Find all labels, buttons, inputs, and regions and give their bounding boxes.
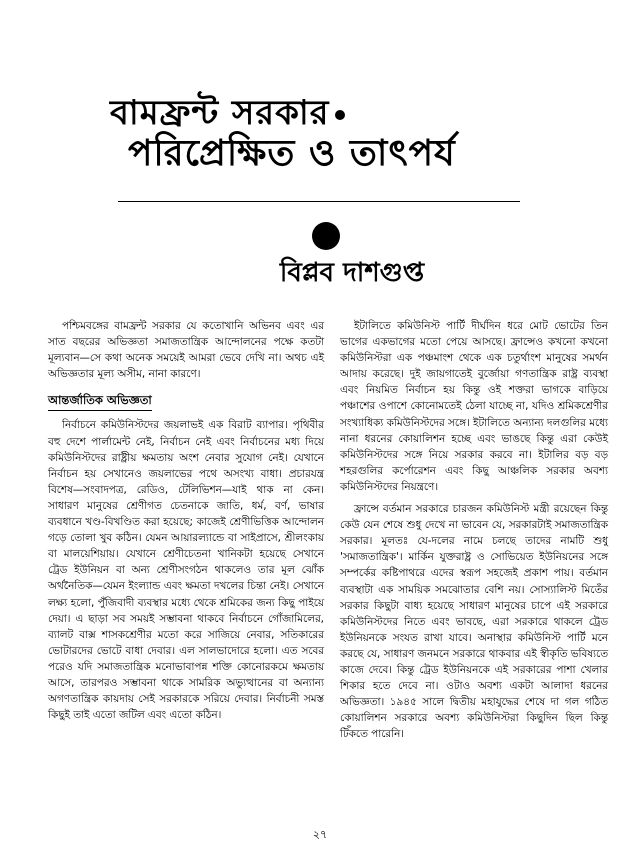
article-title: [110, 93, 530, 174]
right-column: [340, 318, 608, 742]
body-paragraph: ফ্রান্সে বর্তমান সরকারে চারজন কমিউনিস্ট মন্ত্রী রয়েছেন কিন্তু কেউ যেন শেষে শুধু দেখে না ভাবেন যে, সরকারটাই সমাজতান্ত্রিক সরকার। মূলতঃ যে-দলের নামে চলছে তাদের নামটি শুধু 'সমাজতান্ত্রিক'। মার্কিন যুক্তরাষ্ট্র ও সোভিয়েত ইউনিয়নের সঙ্গে সম্পর্কের কষ্টিপাথরে এদের স্বরূপ সহজেই প্রকাশ পায়। বর্তমান ব্যবস্থাটা এক সাময়িক সমঝোতার বেশি নয়। সোস্যালিস্ট মিতেঁর সরকার কিছুটা বাধ্য হয়েছে সাধারণ মানুষের চাপে এই সরকারে কমিউনিস্টদের নিতে এবং ভাবছে, এরা সরকারে থাকলে ট্রেড ইউনিয়নকে সংযত রাখা যাবে। অনাস্থার কমিউনিস্ট পার্টি মনে করছে যে, সাধারণ জনমনে সরকারে থাকবার এই স্বীকৃতি ভবিষ্যতে কাজে দেবে। কিন্তু ট্রেড ইউনিয়নকে এই সরকারের পাশা খেলার শিকার হতে দেবে না। ওটাও অবশ্য একটা আলাদা ধরনের অভিজ্ঞতা। ১৯৪৫ সালে দ্বিতীয় মহাযুদ্ধের শেষে দা গল গঠিত কোয়ালিশন সরকারে অবশ্য কমিউনিস্টরা কিছুদিন ছিল কিন্তু টিঁকতে পারেনি।: [340, 503, 608, 741]
section-heading: আন্তর্জাতিক অভিজ্ঞতা: [48, 392, 152, 411]
title-divider: [118, 201, 520, 202]
body-paragraph: নির্বাচনে কমিউনিস্টদের জয়লাভই এক বিরাট ব্যাপার। পৃথিবীর বহু দেশে পার্লামেন্ট নেই, নির্বাচন নেই এবং নির্বাচনের মধ্য দিয়ে কমিউনিস্টদের রাষ্ট্রীয় ক্ষমতায় অংশ নেবার সুযোগ নেই। যেখানে নির্বাচন হয় সেখানেও জয়লাভের পথে অসংখ্য বাধা। প্রচারযন্ত্র বিশেষ—সংবাদপত্র, রেডিও, টেলিভিশন—যাই থাক না কেন। সাধারণ মানুষের শ্রেণীগত চেতনাকে জাতি, ধর্ম, বর্ণ, ভাষার ব্যবধানে খণ্ড-বিখণ্ডিত করা হয়েছে; কাজেই শ্রেণীভিত্তিক আন্দোলন গড়ে তোলা খুব কঠিন। যেমন আয়ারল্যান্ডে বা সাইপ্রাসে, শ্রীলংকায় বা মালয়েশিয়ায়। যেখানে শ্রেণীচেতনা খানিকটা হয়েছে সেখানে ট্রেড ইউনিয়ন বা অন্য শ্রেণীসংগঠন থাকলেও তার মূল ঝোঁক অর্থনৈতিক—যেমন ইংল্যান্ড এবং ক্ষমতা দখলের চিন্তা নেই। সেখানে লক্ষ্য হলো, পুঁজিবাদী ব্যবস্থার মধ্যে থেকে শ্রমিকের জন্য কিছু পাইয়ে দেয়া। এ ছাড়া সব সময়ই সম্ভাবনা থাকবে নির্বাচনে গোঁজামিলের, ব্যালট বাক্স শাসকশ্রেণীর মতো করে সাজিয়ে নেবার, সতিকারের ভোটারদের ভোটে বাধা দেবার। এল সালভাদোরে হলো। এত সবের পরেও যদি সমাজতান্ত্রিক মনোভাবাপন্ন শক্তি কোনোরকমে ক্ষমতায় আসে, তারপরও সম্ভাবনা থাকে সামরিক অভ্যুত্থানের বা অন্যান্য অগণতান্ত্রিক কায়দায় সেই সরকারকে সরিয়ে দেবার। নির্বাচনী সমস্ত কিছুই তাই এতো জটিল এবং এতো কঠিন।: [48, 419, 324, 722]
author-name: বিপ্লব দাশগুপ্ত: [279, 258, 425, 288]
title-line-2: পরিপ্রেক্ষিত ও তাৎপর্য: [128, 133, 456, 174]
page-number: ২৭: [312, 828, 328, 841]
decorative-dot: [312, 222, 340, 250]
title-line-1: [110, 93, 530, 133]
left-column: [48, 318, 324, 723]
title-line-1-text: বামফ্রন্ট সরকার: [110, 93, 330, 133]
intro-paragraph: পশ্চিমবঙ্গের বামফ্রন্ট সরকার যে কতোখানি অভিনব এবং এর সাত বছরের অভিজ্ঞতা সমাজতান্ত্রিক আন্দোলনের পক্ষে কতটা মূল্যবান—সে কথা অনেক সময়েই আমরা ভেবে দেখি না। অথচ এই অভিজ্ঞতার মূল্য অসীম, নানা কারণে।: [48, 320, 324, 381]
title-bullet-dot: [335, 110, 345, 120]
body-paragraph: ইটালিতে কমিউনিস্ট পার্টি দীর্ঘদিন ধরে মোট ভোটের তিন ভাগের একভাগের মতো পেয়ে আসছে। ফ্রান্সেও কখনো কখনো কমিউনিস্টরা এক পঞ্চমাংশ থেকে এক চতুর্থাংশ মানুষের সমর্থন আদায় করেছে। দুই জায়গাতেই বুর্জোয়া গণতান্ত্রিক রাষ্ট্র ব্যবস্থা এবং নিয়মিত নির্বাচন হয় কিন্তু ওই শক্তরা ভাগকে বাড়িয়ে পঞ্চাশের ওপাশে কোনোমতেই ঠেলা যাচ্ছে না, যদিও শ্রমিকশ্রেণীর সংখ্যাধিক্য কমিউনিস্টদের সঙ্গে। ইটালিতে অন্যান্য দলগুলির মধ্যে নানা ধরনের কোয়ালিশন হচ্ছে এবং ভাঙছে কিন্তু এরা কেউই কমিউনিস্টদের সঙ্গে নিয়ে সরকার করবে না। ইটালির বড় বড় শহরগুলির কর্পোরেশন এবং কিছু আঞ্চলিক সরকার অবশ্য কমিউনিস্টদের নিয়ন্ত্রণে।: [340, 320, 608, 493]
